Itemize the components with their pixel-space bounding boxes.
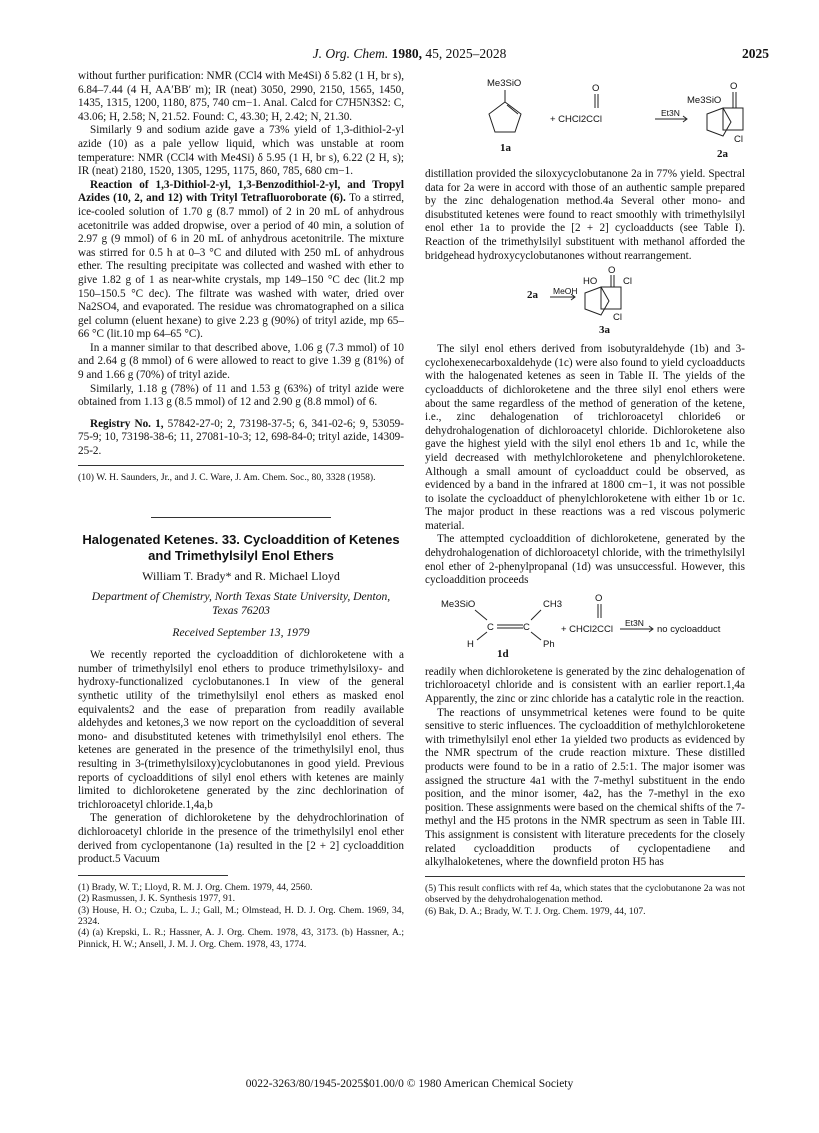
reagent: MeOH: [553, 286, 578, 297]
page-footer: 0022-3263/80/1945-2025$01.00/0 © 1980 American Chemical Society: [245, 1078, 574, 1090]
carbon: C: [487, 621, 494, 633]
paragraph: The silyl enol ethers derived from isobutyraldehyde (1b) and 3-cyclohexenecarboxaldehyde (1c) were also found to yield cycloadducts with the halogenated ketenes as seen in Table II. The yields of the cycloadducts of dichloroketene and the three silyl enol ethers were about the same regardless of the method of generation of the ketene, i.e., zinc dehalogenation of trichloroacetyl chloride6 or dehydrohalogenation of dichloroacetyl chloride. Dichloroketene also gave the highest yield with the silyl enol ethers 1b and 1c, while the yield decreased with methylchloroketene and phenylchloroketene. Although a small amount of cycloadduct could be observed, as evidenced by a band in the infrared at 1800 cm−1, it was not possible to isolate the cycloadduct of phenylchloroketene with either 1b or 1c. The major product in these reactions was a red viscous polymeric material.: [425, 343, 745, 532]
footnote: (4) (a) Krepski, L. R.; Hassner, A. J. Org. Chem. 1978, 43, 3173. (b) Hassner, A.; Pinnick, H. W.; Ansell, J. M. J. Org. Chem. 1978, 43, 1774.: [78, 927, 404, 950]
reagent: + CHCl2CCl: [550, 114, 602, 125]
compound-label: 1d: [497, 647, 509, 660]
right-column: [425, 70, 745, 917]
phenyl: Ph: [543, 638, 555, 650]
footnote: (10) W. H. Saunders, Jr., and J. C. Ware, J. Am. Chem. Soc., 80, 3328 (1958).: [78, 471, 376, 483]
divider: [425, 876, 745, 877]
section-heading: Reaction of 1,3-Dithiol-2-yl, 1,3-Benzodithiol-2-yl, and Tropyl Azides (10, 2, and 12) with Trityl Tetrafluoroborate (6).: [78, 178, 404, 205]
carbonyl-o: O: [592, 83, 600, 94]
compound-label: 3a: [599, 324, 610, 337]
left-column: [78, 70, 404, 950]
me3sio-text: Me3SiO: [687, 95, 722, 106]
footnote: (6) Bak, D. A.; Brady, W. T. J. Org. Chem. 1979, 44, 107.: [425, 905, 646, 917]
reaction-scheme-3: [425, 592, 745, 662]
journal-pages: 2025–2028: [445, 46, 507, 61]
footnote: (5) This result conflicts with ref 4a, which states that the cyclobutanone 2a was not observed by the dehydrohalogenation method.: [425, 882, 745, 906]
affiliation: Department of Chemistry, North Texas State University, Denton, Texas 76203: [91, 589, 391, 617]
paragraph: We recently reported the cycloaddition of dichloroketene with a number of trimethylsilyl enol ethers to produce trimethylsiloxy- and hydroxy-functionalized cyclobutanones.1 In view of the general synthetic utility of the trimethylsilyl enol ethers as masked enol equivalents2 and the ease of preparation from readily available aldehydes and ketones,3 we now report on the cycloaddition of several mono- and disubstituted ketenes with trimethylsilyl enol ethers. The ketenes are generated in the presence of the trimethylsilyl enol, thus resulting in 3-(trimethylsiloxy)cyclobutanones in good yield. Previous reports of cycloadditions of silyl enol ethers with ketenes are mainly limited to dichloroketene generated by the zinc dechlorination of trichloroacetyl chloride.1,4a,b: [78, 649, 404, 811]
compound-label: 2a: [717, 148, 728, 160]
paragraph: The attempted cycloaddition of dichloroketene, generated by the dehydrohalogenation of dichloroacetyl chloride, with the trimethylsilyl enol ether of 2-phenylpropanal (1d) was unsuccessful. However, this cycloaddition proceeds: [425, 533, 745, 587]
paragraph: readily when dichloroketene is generated by the zinc dehalogenation of trichloroacetyl chloride and is consistent with an earlier report.1,4a Apparently, the zinc or zinc chloride has a catalytic role in the reaction.: [425, 665, 745, 706]
footnote: (1) Brady, W. T.; Lloyd, R. M. J. Org. Chem. 1979, 44, 2560.: [78, 881, 313, 893]
journal-volume: 45,: [425, 46, 443, 61]
paragraph: Similarly 9 and sodium azide gave a 73% yield of 1,3-dithiol-2-yl azide (10) as a pale yellow liquid, which was unstable at room temperature: NMR (CCl4 with Me4Si) δ 5.95 (1 H, br s), 6.22 (2 H, s); IR (neat) 2180, 1520, 1305, 1295, 1175, 860, 785, 680 cm−1.: [78, 124, 404, 178]
journal-name: J. Org. Chem.: [312, 46, 389, 61]
et3n: Et3N: [625, 617, 644, 628]
compound-label: 2a: [527, 289, 538, 302]
page-number: 2025: [742, 46, 769, 61]
divider: [78, 465, 404, 466]
carbonyl-o: O: [595, 592, 603, 604]
me3sio-text: Me3SiO: [441, 598, 476, 610]
compound-label: 1a: [500, 142, 511, 154]
product-text: no cycloadduct: [657, 623, 721, 635]
carbon: C: [523, 621, 530, 633]
paragraph: without further purification: NMR (CCl4 with Me4Si) δ 5.82 (1 H, br s), 6.84–7.44 (4 H, AA′BB′ m); IR (neat) 3050, 2990, 2150, 1565, 1450, 1435, 1315, 1200, 1180, 875, 740 cm−1. Anal. Calcd for C7H5N3S2: C, 43.06; H, 2.58; N, 21.52. Found: C, 43.30; H, 2.42; N, 21.30.: [78, 70, 404, 123]
carbonyl-o: O: [608, 265, 616, 277]
chloro: Cl: [613, 312, 622, 324]
reaction-scheme-1: [425, 74, 745, 164]
paragraph: Reaction of 1,3-Dithiol-2-yl, 1,3-Benzodithiol-2-yl, and Tropyl Azides (10, 2, and 12) with Trityl Tetrafluoroborate (6). To a stirred, ice-cooled solution of 1.70 g (8.7 mmol) of 2 in 20 mL of anhydrous acetonitrile was added dropwise, over a period of 40 min, a solution of 2.97 g (9 mmol) of 6 in 20 mL of anhydrous acetonitrile. The mixture was stirred for 0.5 h at 0–3 °C and diluted with 250 mL of anhydrous ether. The resulting precipitate was collected and washed with ether to give 1.82 g of 1 as near-white crystals, mp 149–150 °C dec (lit.2 mp 150–150.5 °C dec). The filtrate was washed with water, dried over Na2SO4, and evaporated. The residue was chromatographed on a silica gel column (eluent hexane) to give 2.23 g (90%) of trityl azide, mp 65–66 °C (lit.10 mp 64–65 °C).: [78, 178, 404, 341]
hydroxy-label: HO: [583, 276, 598, 288]
paragraph: distillation provided the siloxycyclobutanone 2a in 77% yield. Spectral data for 2a were in accord with those of an authentic sample prepared by the zinc dehalogenation method.4a Several other mono- and disubstituted ketenes were found to react smoothly with trimethylsilyl enol ether 1a to provide the [2 + 2] cycloadducts (see Table I). Reaction of the trimethylsilyl substituent with methanol afforded the bridgehead hydroxycyclobutanones without rearrangement.: [425, 168, 745, 262]
footnote: (3) House, H. O.; Czuba, L. J.; Gall, M.; Olmstead, H. D. J. Org. Chem. 1969, 34, 2324.: [78, 904, 404, 927]
chloro: Cl: [623, 276, 632, 288]
divider: [78, 875, 228, 876]
methyl: CH3: [543, 598, 563, 610]
carbonyl-o: O: [730, 81, 738, 92]
et3n: Et3N: [661, 108, 680, 118]
journal-year: 1980,: [391, 46, 422, 61]
paragraph: Similarly, 1.18 g (78%) of 11 and 1.53 g (63%) of trityl azide were obtained from 1.13 g (8.5 mmol) of 12 and 2.90 g (8.8 mmol) of 6.: [78, 382, 404, 409]
paragraph: The generation of dichloroketene by the dehydrochlorination of dichloroacetyl chloride in the presence of the trimethylsilyl enol ether derived from cyclopentanone (1a) resulted in the [2 + 2] cycloaddition product.5 Vacuum: [78, 812, 404, 866]
hydrogen: H: [467, 638, 474, 650]
authors: William T. Brady* and R. Michael Lloyd: [142, 569, 340, 584]
chloro: Cl: [734, 134, 743, 145]
reaction-scheme-2: [425, 267, 745, 339]
paragraph: The reactions of unsymmetrical ketenes were found to be quite sensitive to steric influences. The cycloaddition of methylchloroketene with trimethylsilyl enol ether 1a yielded two products as evidenced by the NMR spectrum of the crude reaction mixture. These distilled products were found to be in a ratio of 2.5:1. The major isomer was assigned the structure 4a1 with the 7-methyl substituent in the endo position, and the minor isomer, 4a2, has the 7-methyl in the exo position. These assignments were based on the chemical shifts of the 7-methyl and the H5 protons in the NMR spectrum as seen in Table III. This assignment is consistent with literature precedents for the closely related cycloaddition products of cyclopentadiene and alkylhaloketenes, where the downfield proton H5 has: [425, 706, 745, 869]
registry-numbers: Registry No. 1, 57842-27-0; 2, 73198-37-5; 6, 341-02-6; 9, 53059-75-9; 10, 73198-38-6; 11, 27081-10-3; 12, 698-84-0; trityl azide, 14309-25-2.: [78, 417, 404, 458]
paragraph: In a manner similar to that described above, 1.06 g (7.3 mmol) of 10 and 2.64 g (8 mmol) of 6 were allowed to react to give 1.39 g (81%) of 9 and 1.66 g (70%) of trityl azide.: [78, 341, 404, 382]
divider: [151, 517, 331, 518]
me3sio-text: Me3SiO: [487, 78, 522, 89]
footnote: (2) Rasmussen, J. K. Synthesis 1977, 91.: [78, 893, 235, 905]
reagent: + CHCl2CCl: [561, 623, 613, 635]
received-date: Received September 13, 1979: [172, 625, 310, 639]
article-title: Halogenated Ketenes. 33. Cycloaddition of Ketenes and Trimethylsilyl Enol Ethers: [82, 532, 400, 564]
